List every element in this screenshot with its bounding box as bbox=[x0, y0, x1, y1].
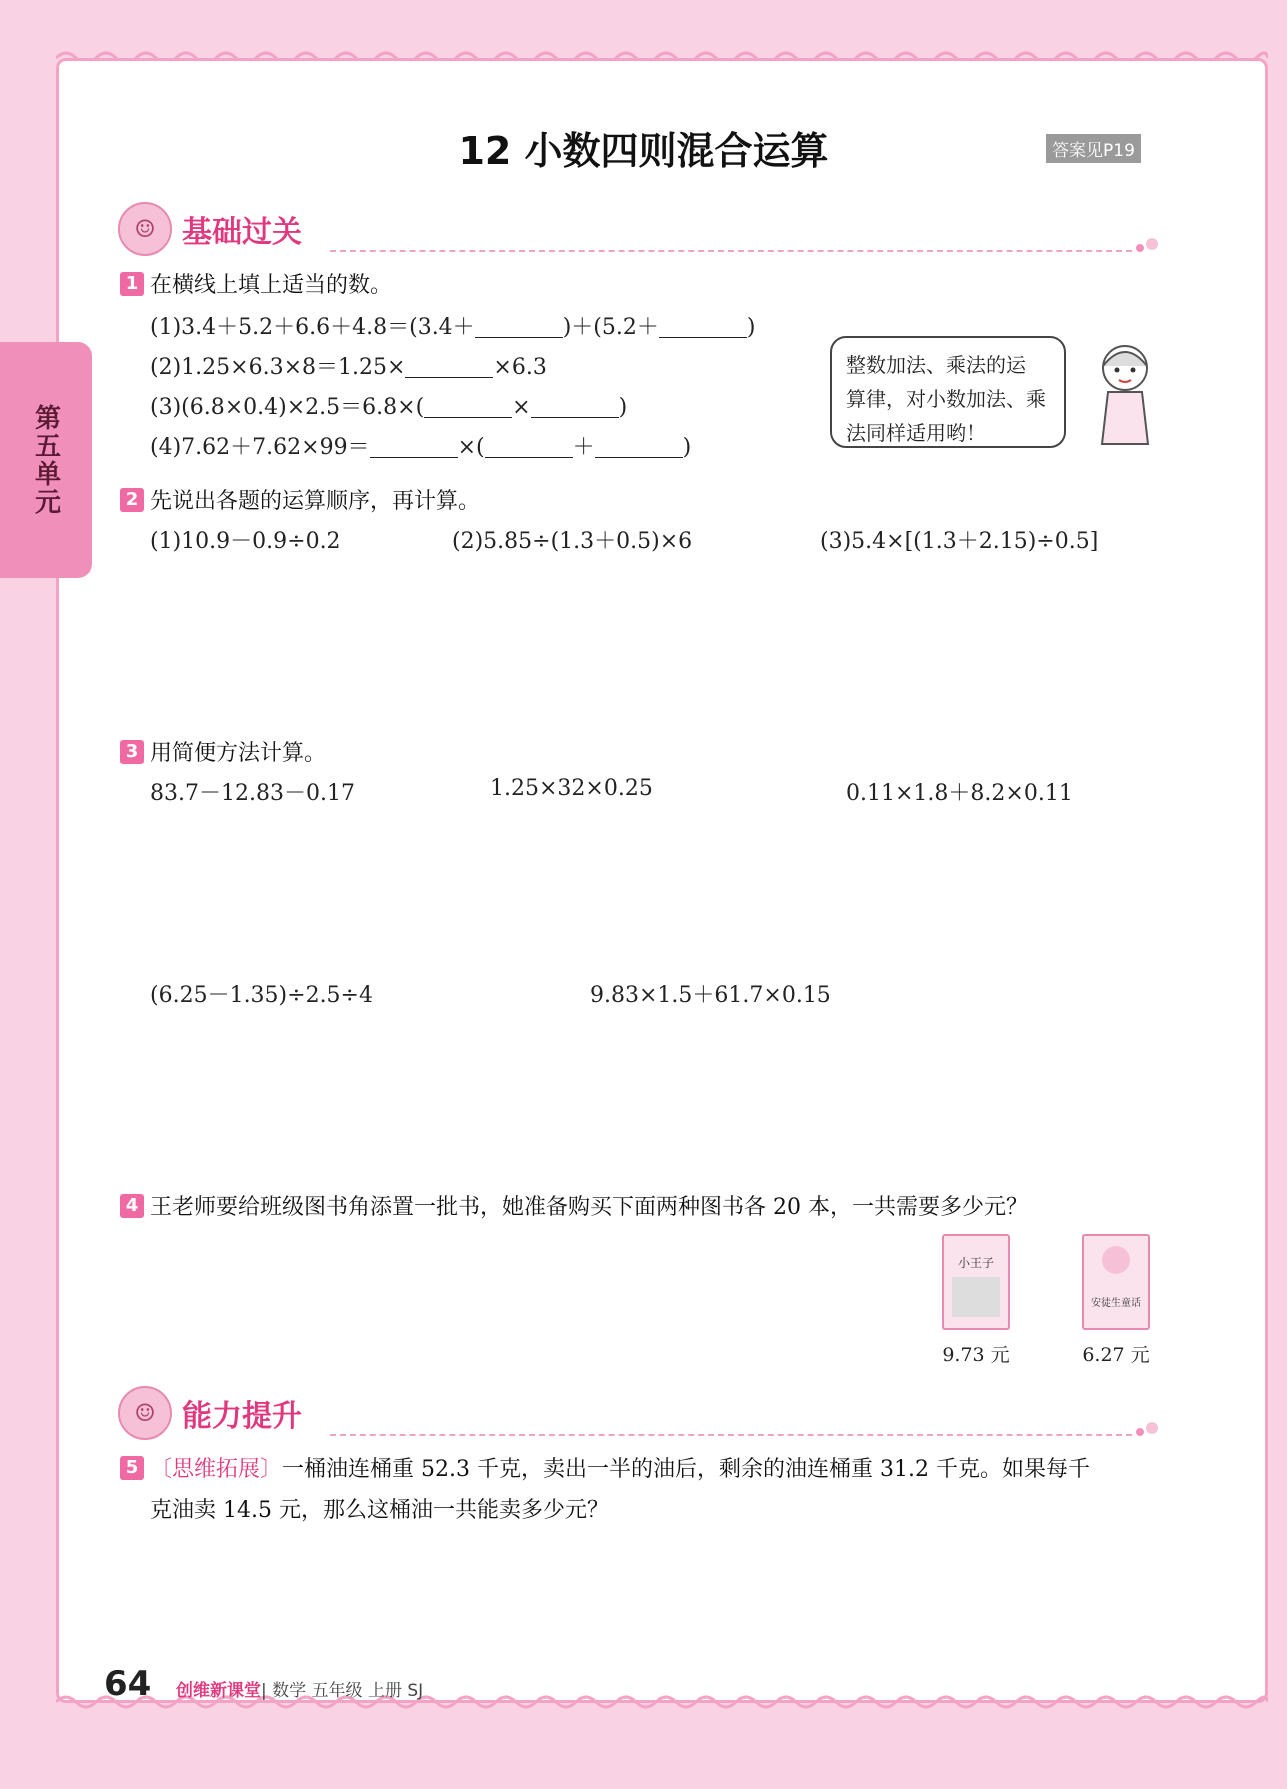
q3-item-2: 1.25×32×0.25 bbox=[490, 776, 653, 801]
question-2 bbox=[120, 484, 480, 515]
expr-part: )＋(5.2＋ bbox=[562, 315, 659, 340]
question-text: 一桶油连桶重 52.3 千克，卖出一半的油后，剩余的油连桶重 31.2 千克。如果每千 bbox=[282, 1457, 1090, 1482]
hint-line: 算律，对小数加法、乘 bbox=[846, 387, 1046, 411]
book-price: 6.27 元 bbox=[1082, 1344, 1150, 1366]
question-text: 在横线上填上适当的数。 bbox=[150, 273, 393, 298]
question-3 bbox=[120, 736, 326, 767]
unit-label: 第五单元 bbox=[30, 404, 61, 516]
q3-item-3: 0.11×1.8＋8.2×0.11 bbox=[846, 781, 1073, 806]
footer-brand: 创维新课堂 bbox=[176, 1681, 261, 1701]
q2-item-1: (1)10.9－0.9÷0.2 bbox=[150, 529, 341, 554]
book-cover-icon bbox=[1082, 1234, 1150, 1330]
question-text: 先说出各题的运算顺序，再计算。 bbox=[150, 489, 481, 514]
expr-part: (1)3.4＋5.2＋6.6＋4.8＝(3.4＋ bbox=[150, 315, 475, 340]
page-title: 12 小数四则混合运算 bbox=[458, 129, 829, 173]
question-1 bbox=[120, 268, 392, 299]
monkey-avatar-icon: ☺ bbox=[118, 1386, 172, 1440]
expr-part: (2)1.25×6.3×8＝1.25× bbox=[150, 355, 406, 380]
expr-part: × bbox=[512, 395, 531, 420]
expr-part: ) bbox=[618, 395, 628, 420]
dots-decoration-icon bbox=[1134, 1420, 1162, 1440]
question-number: 2 bbox=[120, 488, 144, 512]
answer-blank[interactable] bbox=[405, 357, 493, 378]
section-divider bbox=[330, 250, 1132, 252]
girl-character-icon bbox=[1090, 336, 1160, 446]
q1-line-3 bbox=[150, 390, 627, 421]
book-illustration bbox=[1102, 1246, 1130, 1274]
book-cover-icon bbox=[942, 1234, 1010, 1330]
hint-speech-bubble bbox=[830, 336, 1066, 448]
book-item-1 bbox=[942, 1234, 1010, 1367]
answer-blank[interactable] bbox=[595, 437, 683, 458]
q1-line-4 bbox=[150, 430, 691, 461]
q3-item-4: (6.25－1.35)÷2.5÷4 bbox=[150, 983, 373, 1008]
expr-part: ＋ bbox=[572, 435, 595, 460]
answer-blank[interactable] bbox=[370, 437, 458, 458]
question-text: 王老师要给班级图书角添置一批书，她准备购买下面两种图书各 20 本，一共需要多少元？ bbox=[150, 1195, 1028, 1220]
book-illustration bbox=[952, 1277, 1000, 1317]
section-header-basic bbox=[118, 202, 302, 256]
answer-blank[interactable] bbox=[659, 317, 747, 338]
expr-part: ×( bbox=[457, 435, 485, 460]
section-title-advanced: 能力提升 bbox=[182, 1399, 302, 1434]
footer-details: | 数学 五年级 上册 SJ bbox=[261, 1681, 424, 1701]
expr-part: (3)(6.8×0.4)×2.5＝6.8×( bbox=[150, 395, 425, 420]
page-number: 64 bbox=[104, 1664, 152, 1704]
expr-part: ×6.3 bbox=[493, 355, 547, 380]
book-title: 小王子 bbox=[957, 1256, 994, 1270]
q3-item-1: 83.7－12.83－0.17 bbox=[150, 781, 355, 806]
answer-blank[interactable] bbox=[485, 437, 573, 458]
book-item-2 bbox=[1082, 1234, 1150, 1367]
unit-side-tab bbox=[0, 342, 92, 578]
answer-blank[interactable] bbox=[531, 397, 619, 418]
question-5 bbox=[120, 1452, 1170, 1524]
hint-line: 整数加法、乘法的运 bbox=[846, 353, 1026, 377]
dots-decoration-icon bbox=[1134, 236, 1162, 256]
section-divider bbox=[330, 1434, 1132, 1436]
answer-blank[interactable] bbox=[424, 397, 512, 418]
q1-line-2 bbox=[150, 350, 547, 381]
question-number: 3 bbox=[120, 740, 144, 764]
question-number: 5 bbox=[120, 1456, 144, 1480]
expr-part: ) bbox=[746, 315, 756, 340]
question-number: 1 bbox=[120, 272, 144, 296]
question-4 bbox=[120, 1190, 1028, 1221]
q3-item-5: 9.83×1.5＋61.7×0.15 bbox=[590, 983, 831, 1008]
q2-item-3: (3)5.4×[(1.3＋2.15)÷0.5] bbox=[820, 529, 1099, 554]
book-title: 安徒生童话 bbox=[1091, 1298, 1141, 1309]
q2-item-2: (2)5.85÷(1.3＋0.5)×6 bbox=[452, 529, 693, 554]
book-price: 9.73 元 bbox=[942, 1344, 1010, 1366]
hint-line: 法同样适用哟！ bbox=[846, 421, 986, 445]
expr-part: (4)7.62＋7.62×99＝ bbox=[150, 435, 370, 460]
q1-line-1 bbox=[150, 310, 755, 341]
answer-reference-badge: 答案见P19 bbox=[1046, 134, 1141, 163]
question-text: 用简便方法计算。 bbox=[150, 741, 327, 766]
question-tag: 〔思维拓展〕 bbox=[150, 1457, 283, 1482]
question-number: 4 bbox=[120, 1194, 144, 1218]
footer-info bbox=[176, 1676, 423, 1701]
answer-blank[interactable] bbox=[475, 317, 563, 338]
question-text-cont: 克油卖 14.5 元，那么这桶油一共能卖多少元？ bbox=[150, 1498, 609, 1523]
section-title-basic: 基础过关 bbox=[182, 215, 302, 250]
girl-avatar-icon: ☺ bbox=[118, 202, 172, 256]
expr-part: ) bbox=[682, 435, 692, 460]
section-header-advanced bbox=[118, 1386, 302, 1440]
